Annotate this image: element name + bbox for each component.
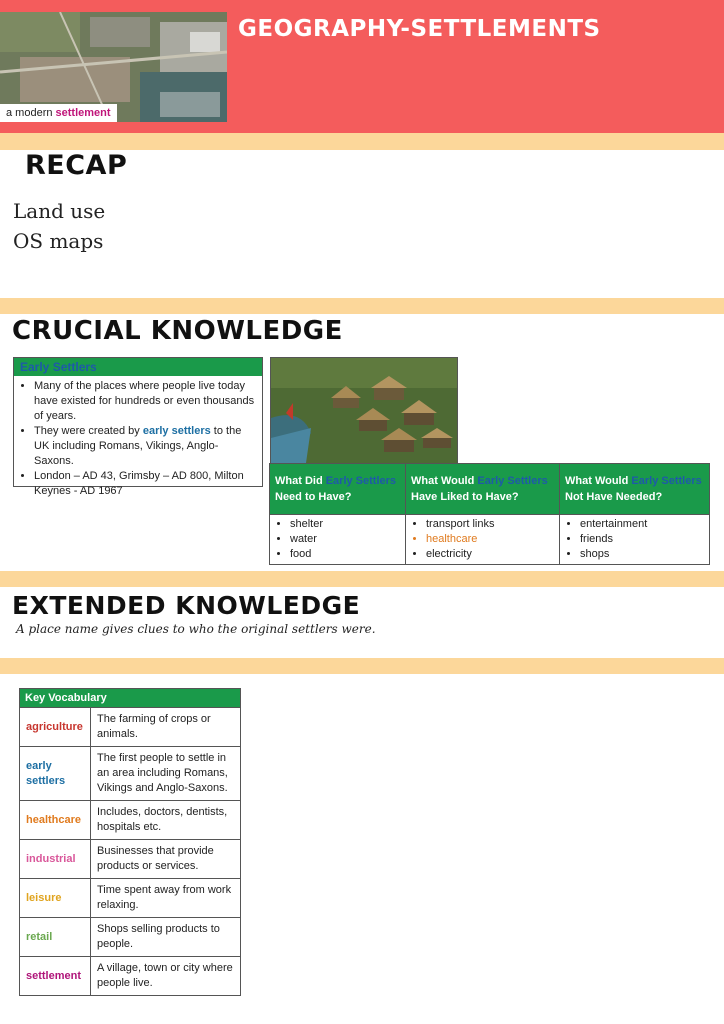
list-item: • Many of the places where people live today have existed for hundreds or even thousands of years.	[34, 379, 256, 424]
table-cell	[270, 515, 406, 565]
vocab-definition: The first people to settle in an area including Romans, Vikings and Anglo-Saxons.	[91, 747, 241, 801]
crucial-heading: CRUCIAL KNOWLEDGE	[12, 316, 343, 346]
divider-band	[0, 571, 724, 587]
extended-heading: EXTENDED KNOWLEDGE	[12, 591, 361, 620]
divider-band	[0, 658, 724, 674]
vocab-term: healthcare	[20, 801, 91, 840]
vocab-definition: Time spent away from work relaxing.	[91, 879, 241, 918]
settlement-illustration	[270, 357, 458, 464]
keyword-early-settlers: early settlers	[142, 425, 211, 437]
list-item: • shops	[580, 547, 705, 562]
table-row	[20, 801, 241, 840]
table-header-row	[270, 464, 710, 515]
list-item: • water	[290, 532, 401, 547]
vocab-term: retail	[20, 918, 91, 957]
table-row	[270, 515, 710, 565]
column-header: What Would Early Settlers Not Have Needed?	[560, 464, 710, 515]
list-item: • London – AD 43, Grimsby – AD 800, Milton Keynes - AD 1967	[34, 469, 256, 499]
recap-heading: RECAP	[25, 150, 128, 181]
early-settlers-title: Early Settlers	[14, 358, 262, 376]
vocab-term: agriculture	[20, 708, 91, 747]
recap-item: OS maps	[13, 229, 104, 253]
vocab-term: leisure	[20, 879, 91, 918]
list-item: • transport links	[426, 517, 555, 532]
table-cell	[560, 515, 710, 565]
list-item: • food	[290, 547, 401, 562]
table-row	[20, 957, 241, 996]
vocab-term: settlement	[20, 957, 91, 996]
divider-band	[0, 298, 724, 314]
column-header: What Did Early Settlers Need to Have?	[270, 464, 406, 515]
vocab-definition: Businesses that provide products or services.	[91, 840, 241, 879]
extended-text: A place name gives clues to who the original settlers were.	[16, 622, 376, 636]
vocab-definition: Shops selling products to people.	[91, 918, 241, 957]
vocab-definition: The farming of crops or animals.	[91, 708, 241, 747]
list-item: • entertainment	[580, 517, 705, 532]
divider-band	[0, 133, 724, 150]
needs-table	[269, 463, 710, 565]
early-settlers-box	[13, 357, 263, 497]
table-row	[20, 708, 241, 747]
photo-caption	[0, 104, 117, 122]
list-item: • electricity	[426, 547, 555, 562]
table-cell	[406, 515, 560, 565]
page-title: GEOGRAPHY-SETTLEMENTS	[238, 16, 601, 42]
list-item: • shelter	[290, 517, 401, 532]
vocabulary-title: Key Vocabulary	[20, 689, 241, 708]
list-item: • friends	[580, 532, 705, 547]
early-settlers-list	[14, 376, 262, 502]
vocab-term: industrial	[20, 840, 91, 879]
vocab-term: early settlers	[20, 747, 91, 801]
table-row	[20, 747, 241, 801]
list-item: • healthcare	[426, 532, 555, 547]
vocabulary-table	[19, 688, 241, 996]
list-item: • They were created by early settlers to the UK including Romans, Vikings, Anglo-Saxons.	[34, 424, 256, 469]
table-row	[20, 918, 241, 957]
caption-keyword: settlement	[55, 107, 111, 119]
vocab-definition: Includes, doctors, dentists, hospitals etc.	[91, 801, 241, 840]
table-row	[20, 840, 241, 879]
column-header: What Would Early Settlers Have Liked to Have?	[406, 464, 560, 515]
vocab-definition: A village, town or city where people live.	[91, 957, 241, 996]
caption-text: a modern	[6, 107, 56, 119]
recap-item: Land use	[13, 199, 106, 223]
table-header-row	[20, 689, 241, 708]
table-row	[20, 879, 241, 918]
